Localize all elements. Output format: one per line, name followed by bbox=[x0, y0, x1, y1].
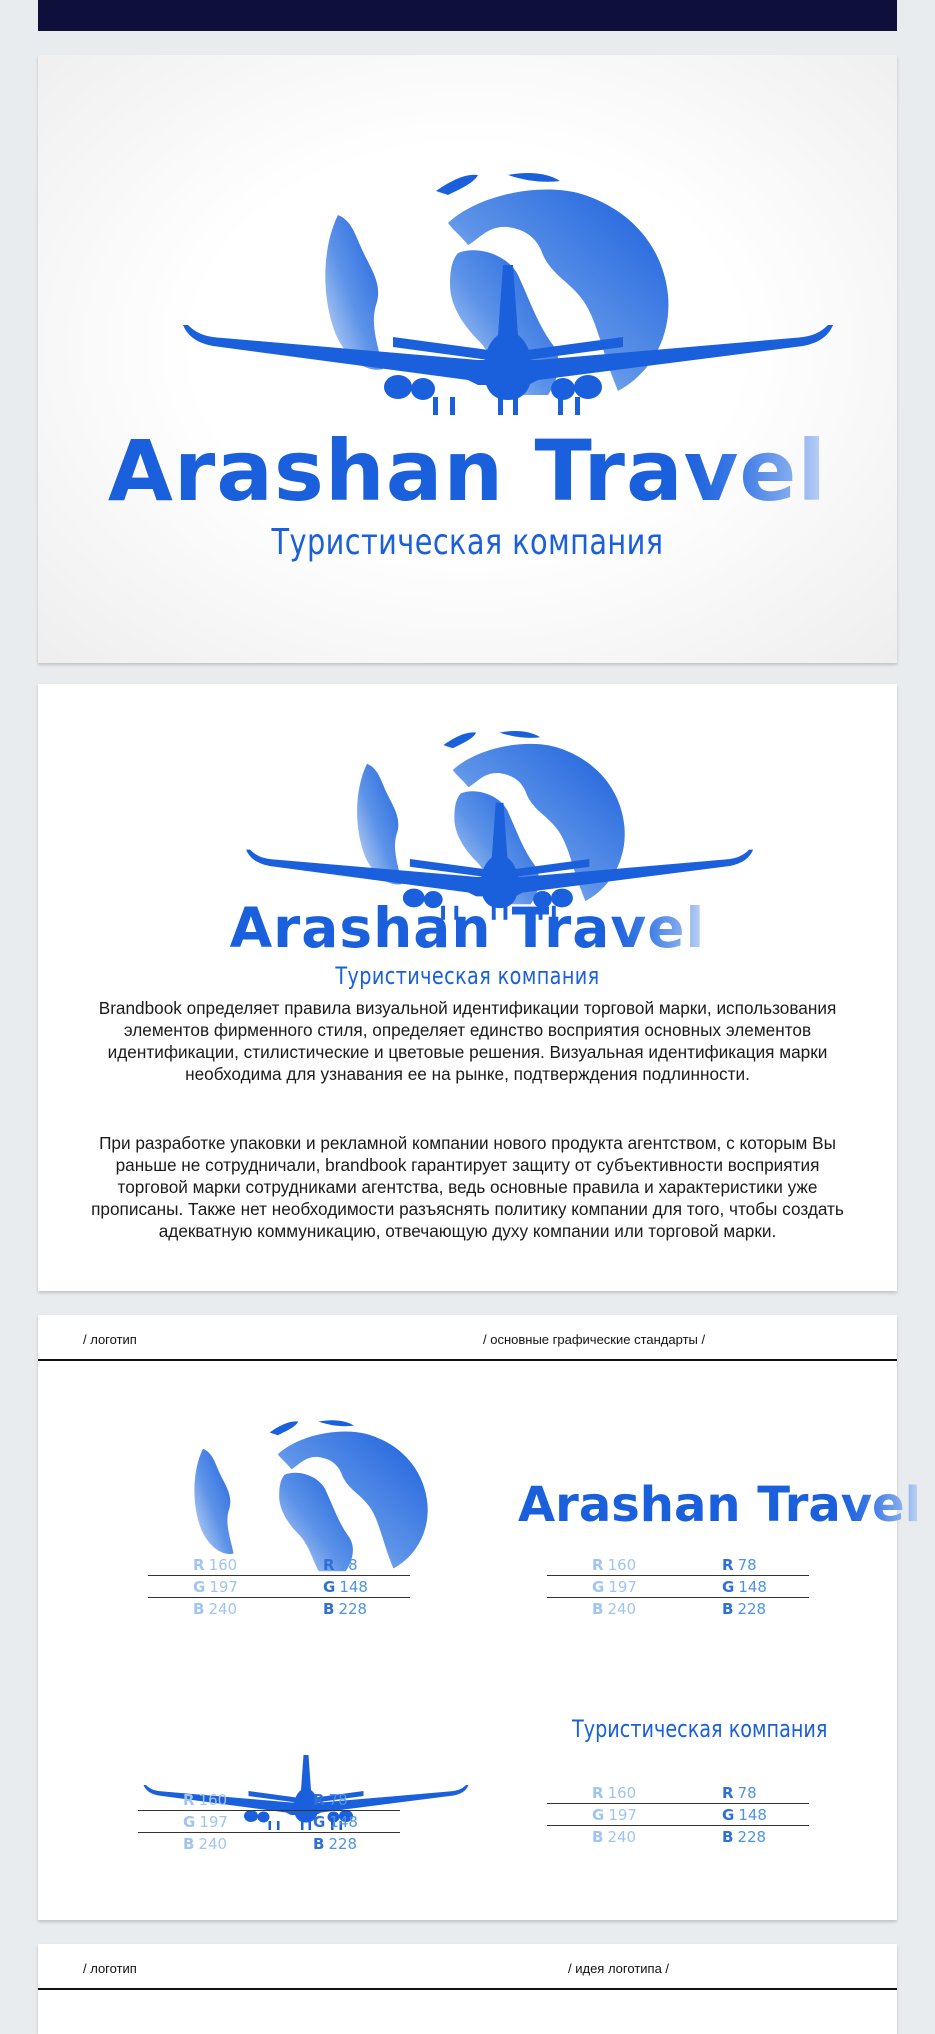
hero-logo-card bbox=[38, 55, 897, 663]
brand-tagline: Туристическая компания bbox=[335, 962, 600, 990]
wordmark-color-table: R 160 R 78 G 197 G 148 B 240 B 228 bbox=[547, 1553, 809, 1623]
section-label-left: / логотип bbox=[83, 1961, 137, 1976]
top-navigation-bar bbox=[38, 0, 897, 31]
wordmark-light: vel bbox=[840, 1477, 922, 1533]
intro-paragraph-2: При разработке упаковки и рекламной компании нового продукта агентством, с которым Вы раньше не сотрудничали, brandbook гарантирует защиту от субъективности восприятия торговой марки сотрудниками агентства, ведь основные правила и характеристики уже прописаны. Также нет необходимости разъяснять политику компании для того, чтобы создать адекватную коммуникацию, отвечающую духу компании или торговой марки. bbox=[91, 1133, 844, 1241]
section-header bbox=[38, 1944, 897, 1990]
airplane-icon bbox=[38, 55, 897, 663]
airplane-color-table: R 160 R 78 G 197 G 148 B 240 B 228 bbox=[138, 1788, 400, 1858]
wordmark-dark: Arashan Tra bbox=[518, 1477, 841, 1533]
brand-wordmark-dark: Arashan Tra bbox=[107, 422, 684, 520]
intro-paragraph-1: Brandbook определяет правила визуальной идентификации торговой марки, использования элементов фирменного стиля, определяет единство восприятия основных элементов идентификации, стилистические и цветовые решения. Визуальная идентификация марки необходима для узнавания ее на рынке, подтверждения подлинности. bbox=[98, 998, 837, 1084]
globe-color-table: R 160 R 78 G 197 G 148 B 240 B 228 bbox=[148, 1553, 410, 1623]
section-label-left: / логотип bbox=[83, 1332, 137, 1347]
brand-wordmark bbox=[38, 896, 897, 960]
brand-wordmark-dark: Arashan Tra bbox=[229, 896, 611, 960]
brand-wordmark-light: vel bbox=[610, 896, 706, 960]
logo-idea-card bbox=[38, 1944, 897, 2034]
section-label-right: / основные графические стандарты / bbox=[483, 1332, 706, 1347]
brand-tagline: Туристическая компания bbox=[271, 522, 664, 563]
brand-wordmark-light: vel bbox=[683, 422, 828, 520]
section-label-right: / идея логотипа / bbox=[568, 1961, 670, 1976]
tagline-color-table: R 160 R 78 G 197 G 148 B 240 B 228 bbox=[547, 1781, 809, 1851]
tagline-sample: Туристическая компания bbox=[572, 1715, 828, 1743]
intro-card bbox=[38, 684, 897, 1291]
airplane-icon bbox=[38, 684, 897, 904]
graphic-standards-card bbox=[38, 1315, 922, 1920]
brand-wordmark bbox=[38, 422, 897, 520]
